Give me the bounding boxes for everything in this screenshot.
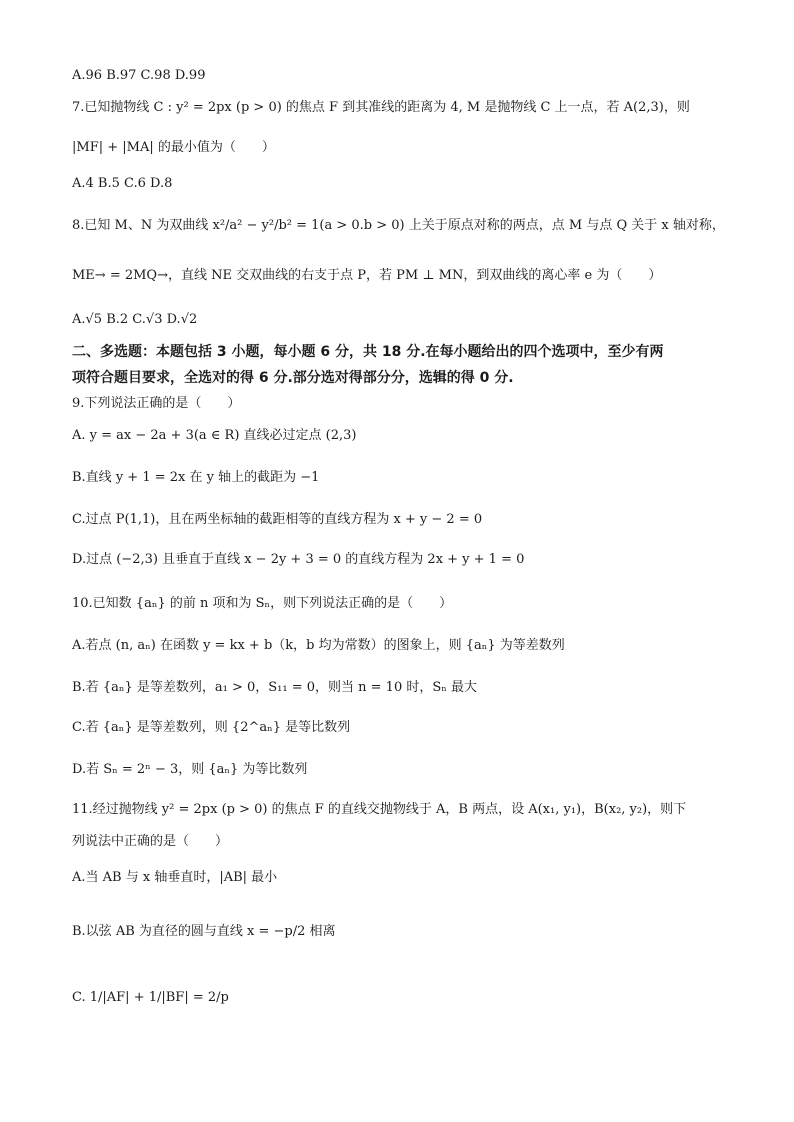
q7-options: A.4 B.5 C.6 D.8 <box>72 176 173 191</box>
q9-stem: 9.下列说法正确的是（ ） <box>72 396 241 411</box>
q9-option-b: B.直线 y + 1 = 2x 在 y 轴上的截距为 −1 <box>72 470 320 485</box>
section-heading-line1: 二、多选题：本题包括 3 小题，每小题 6 分，共 18 分.在每小题给出的四个选项中，至少有两 <box>72 344 664 360</box>
q9-option-c: C.过点 P(1,1)，且在两坐标轴的截距相等的直线方程为 x + y − 2 = 0 <box>72 512 483 527</box>
q11-stem-line1: 11.经过抛物线 y² = 2px (p > 0) 的焦点 F 的直线交抛物线于 A，B 两点，设 A(x₁, y₁)，B(x₂, y₂)，则下 <box>72 802 687 817</box>
q9-option-a: A. y = ax − 2a + 3(a ∈ R) 直线必过定点 (2,3) <box>72 428 357 443</box>
q10-option-d: D.若 Sₙ = 2ⁿ − 3，则 {aₙ} 为等比数列 <box>72 762 308 777</box>
q10-option-a: A.若点 (n, aₙ) 在函数 y = kx + b（k，b 均为常数）的图象上，则 {aₙ} 为等差数列 <box>72 638 565 653</box>
q10-option-c: C.若 {aₙ} 是等差数列，则 {2^aₙ} 是等比数列 <box>72 720 351 735</box>
q9-option-d: D.过点 (−2,3) 且垂直于直线 x − 2y + 3 = 0 的直线方程为 2x + y + 1 = 0 <box>72 552 525 567</box>
q8-stem-line2: ME→ = 2MQ→，直线 NE 交双曲线的右支于点 P，若 PM ⊥ MN，到双曲线的离心率 e 为（ ） <box>72 268 662 283</box>
q8-stem-line1: 8.已知 M、N 为双曲线 x²/a² − y²/b² = 1(a > 0.b > 0) 上关于原点对称的两点，点 M 与点 Q 关于 x 轴对称， <box>72 218 725 233</box>
q11-option-a: A.当 AB 与 x 轴垂直时，|AB| 最小 <box>72 870 278 885</box>
q6-options: A.96 B.97 C.98 D.99 <box>72 68 206 83</box>
q10-stem: 10.已知数 {aₙ} 的前 n 项和为 Sₙ，则下列说法正确的是（ ） <box>72 596 453 611</box>
q10-option-b: B.若 {aₙ} 是等差数列，a₁ > 0，S₁₁ = 0，则当 n = 10 时，Sₙ 最大 <box>72 680 478 695</box>
section-heading-line2: 项符合题目要求，全选对的得 6 分.部分选对得部分分，选辑的得 0 分. <box>72 370 514 386</box>
q11-option-c: C. 1/|AF| + 1/|BF| = 2/p <box>72 990 229 1005</box>
q7-stem-line1: 7.已知抛物线 C : y² = 2px (p > 0) 的焦点 F 到其准线的距离为 4, M 是抛物线 C 上一点，若 A(2,3)，则 <box>72 100 690 115</box>
q7-stem-line2: |MF| + |MA| 的最小值为（ ） <box>72 140 275 155</box>
q11-option-b: B.以弦 AB 为直径的圆与直线 x = −p/2 相离 <box>72 924 336 939</box>
q8-options: A.√5 B.2 C.√3 D.√2 <box>72 312 198 327</box>
q11-stem-line2: 列说法中正确的是（ ） <box>72 834 229 849</box>
